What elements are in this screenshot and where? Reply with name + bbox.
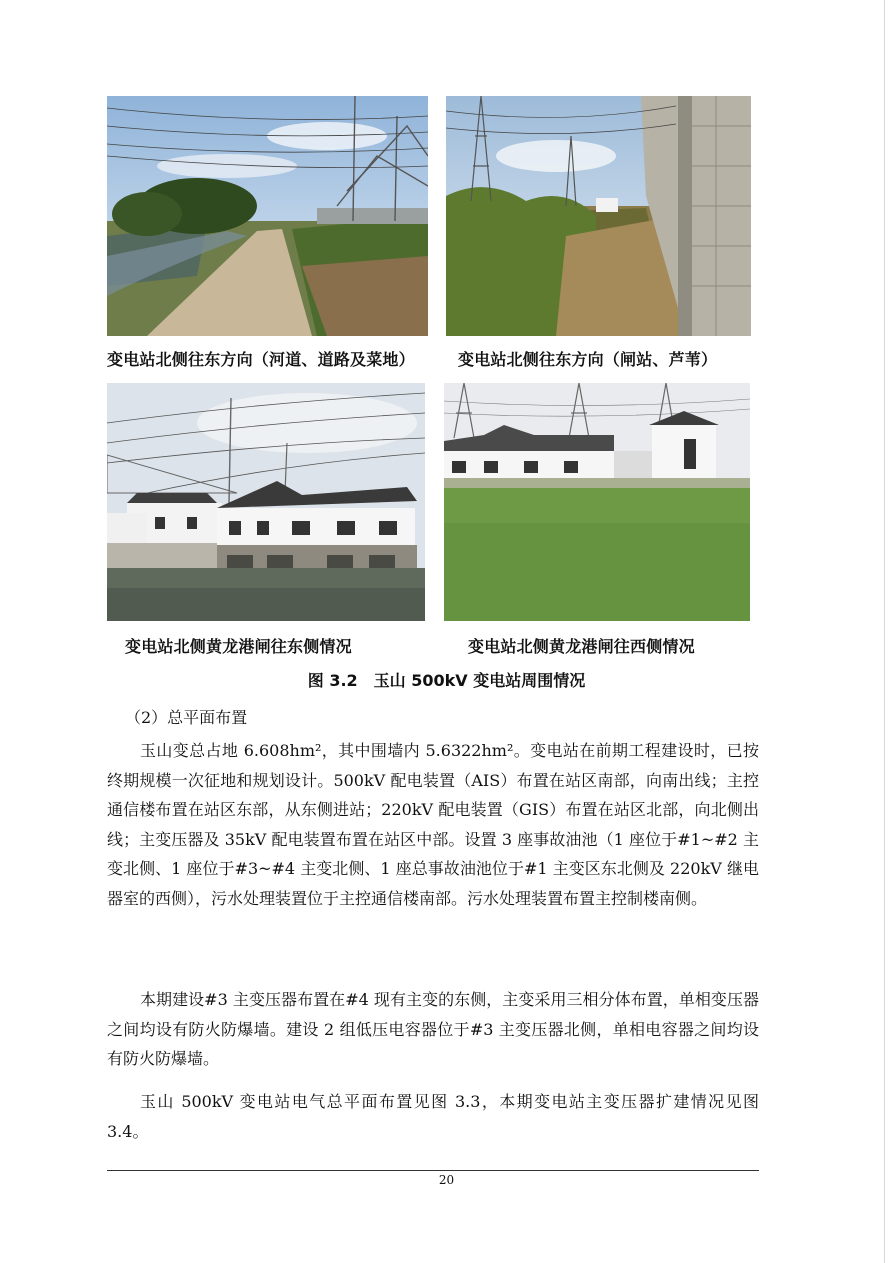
- paragraph-layout: 玉山变总占地 6.608hm²，其中围墙内 5.6322hm²。变电站在前期工程建设时，已按终期规模一次征地和规划设计。500kV 配电装置（AIS）布置在站区南部，向南出线；主控通信楼布置在站区东部，从东侧进站；220kV 配电装置（GIS）布置在站区北部，向北侧出线；主变压器及 35kV 配电装置布置在站区中部。设置 3 座事故油池（1 座位于#1~#2 主变北侧、1 座位于#3~#4 主变北侧、1 座总事故油池位于#1 主变区东北侧及 220kV 继电器室的西侧），污水处理装置位于主控通信楼南部。污水处理装置布置主控制楼南侧。: [107, 741, 759, 908]
- photo-sluice-east-side: [107, 383, 425, 621]
- photo-caption-4: 变电站北侧黄龙港闸往西侧情况: [468, 637, 695, 656]
- paragraph-expansion: 本期建设#3 主变压器布置在#4 现有主变的东侧，主变采用三相分体布置，单相变压器之间均设有防火防爆墙。建设 2 组低压电容器位于#3 主变压器北侧，单相电容器之间均设有防火防爆墙。: [107, 990, 759, 1068]
- paragraph-figure-reference: 玉山 500kV 变电站电气总平面布置见图 3.3，本期变电站主变压器扩建情况见图 3.4。: [107, 1092, 759, 1141]
- photo-caption-1: 变电站北侧往东方向（河道、道路及菜地）: [107, 350, 415, 369]
- photo-sluice-west-side: [444, 383, 750, 621]
- figure-title: 图 3.2 玉山 500kV 变电站周围情况: [307, 671, 586, 690]
- section-heading: （2）总平面布置: [125, 708, 248, 727]
- page-edge: [884, 0, 885, 1263]
- footer-rule: [107, 1170, 759, 1171]
- photo-caption-2: 变电站北侧往东方向（闸站、芦苇）: [458, 350, 718, 369]
- photo-north-east-sluice-reeds: [446, 96, 751, 336]
- photo-north-east-river-road: [107, 96, 428, 336]
- page-number: 20: [438, 1173, 455, 1187]
- photo-caption-3: 变电站北侧黄龙港闸往东侧情况: [125, 637, 352, 656]
